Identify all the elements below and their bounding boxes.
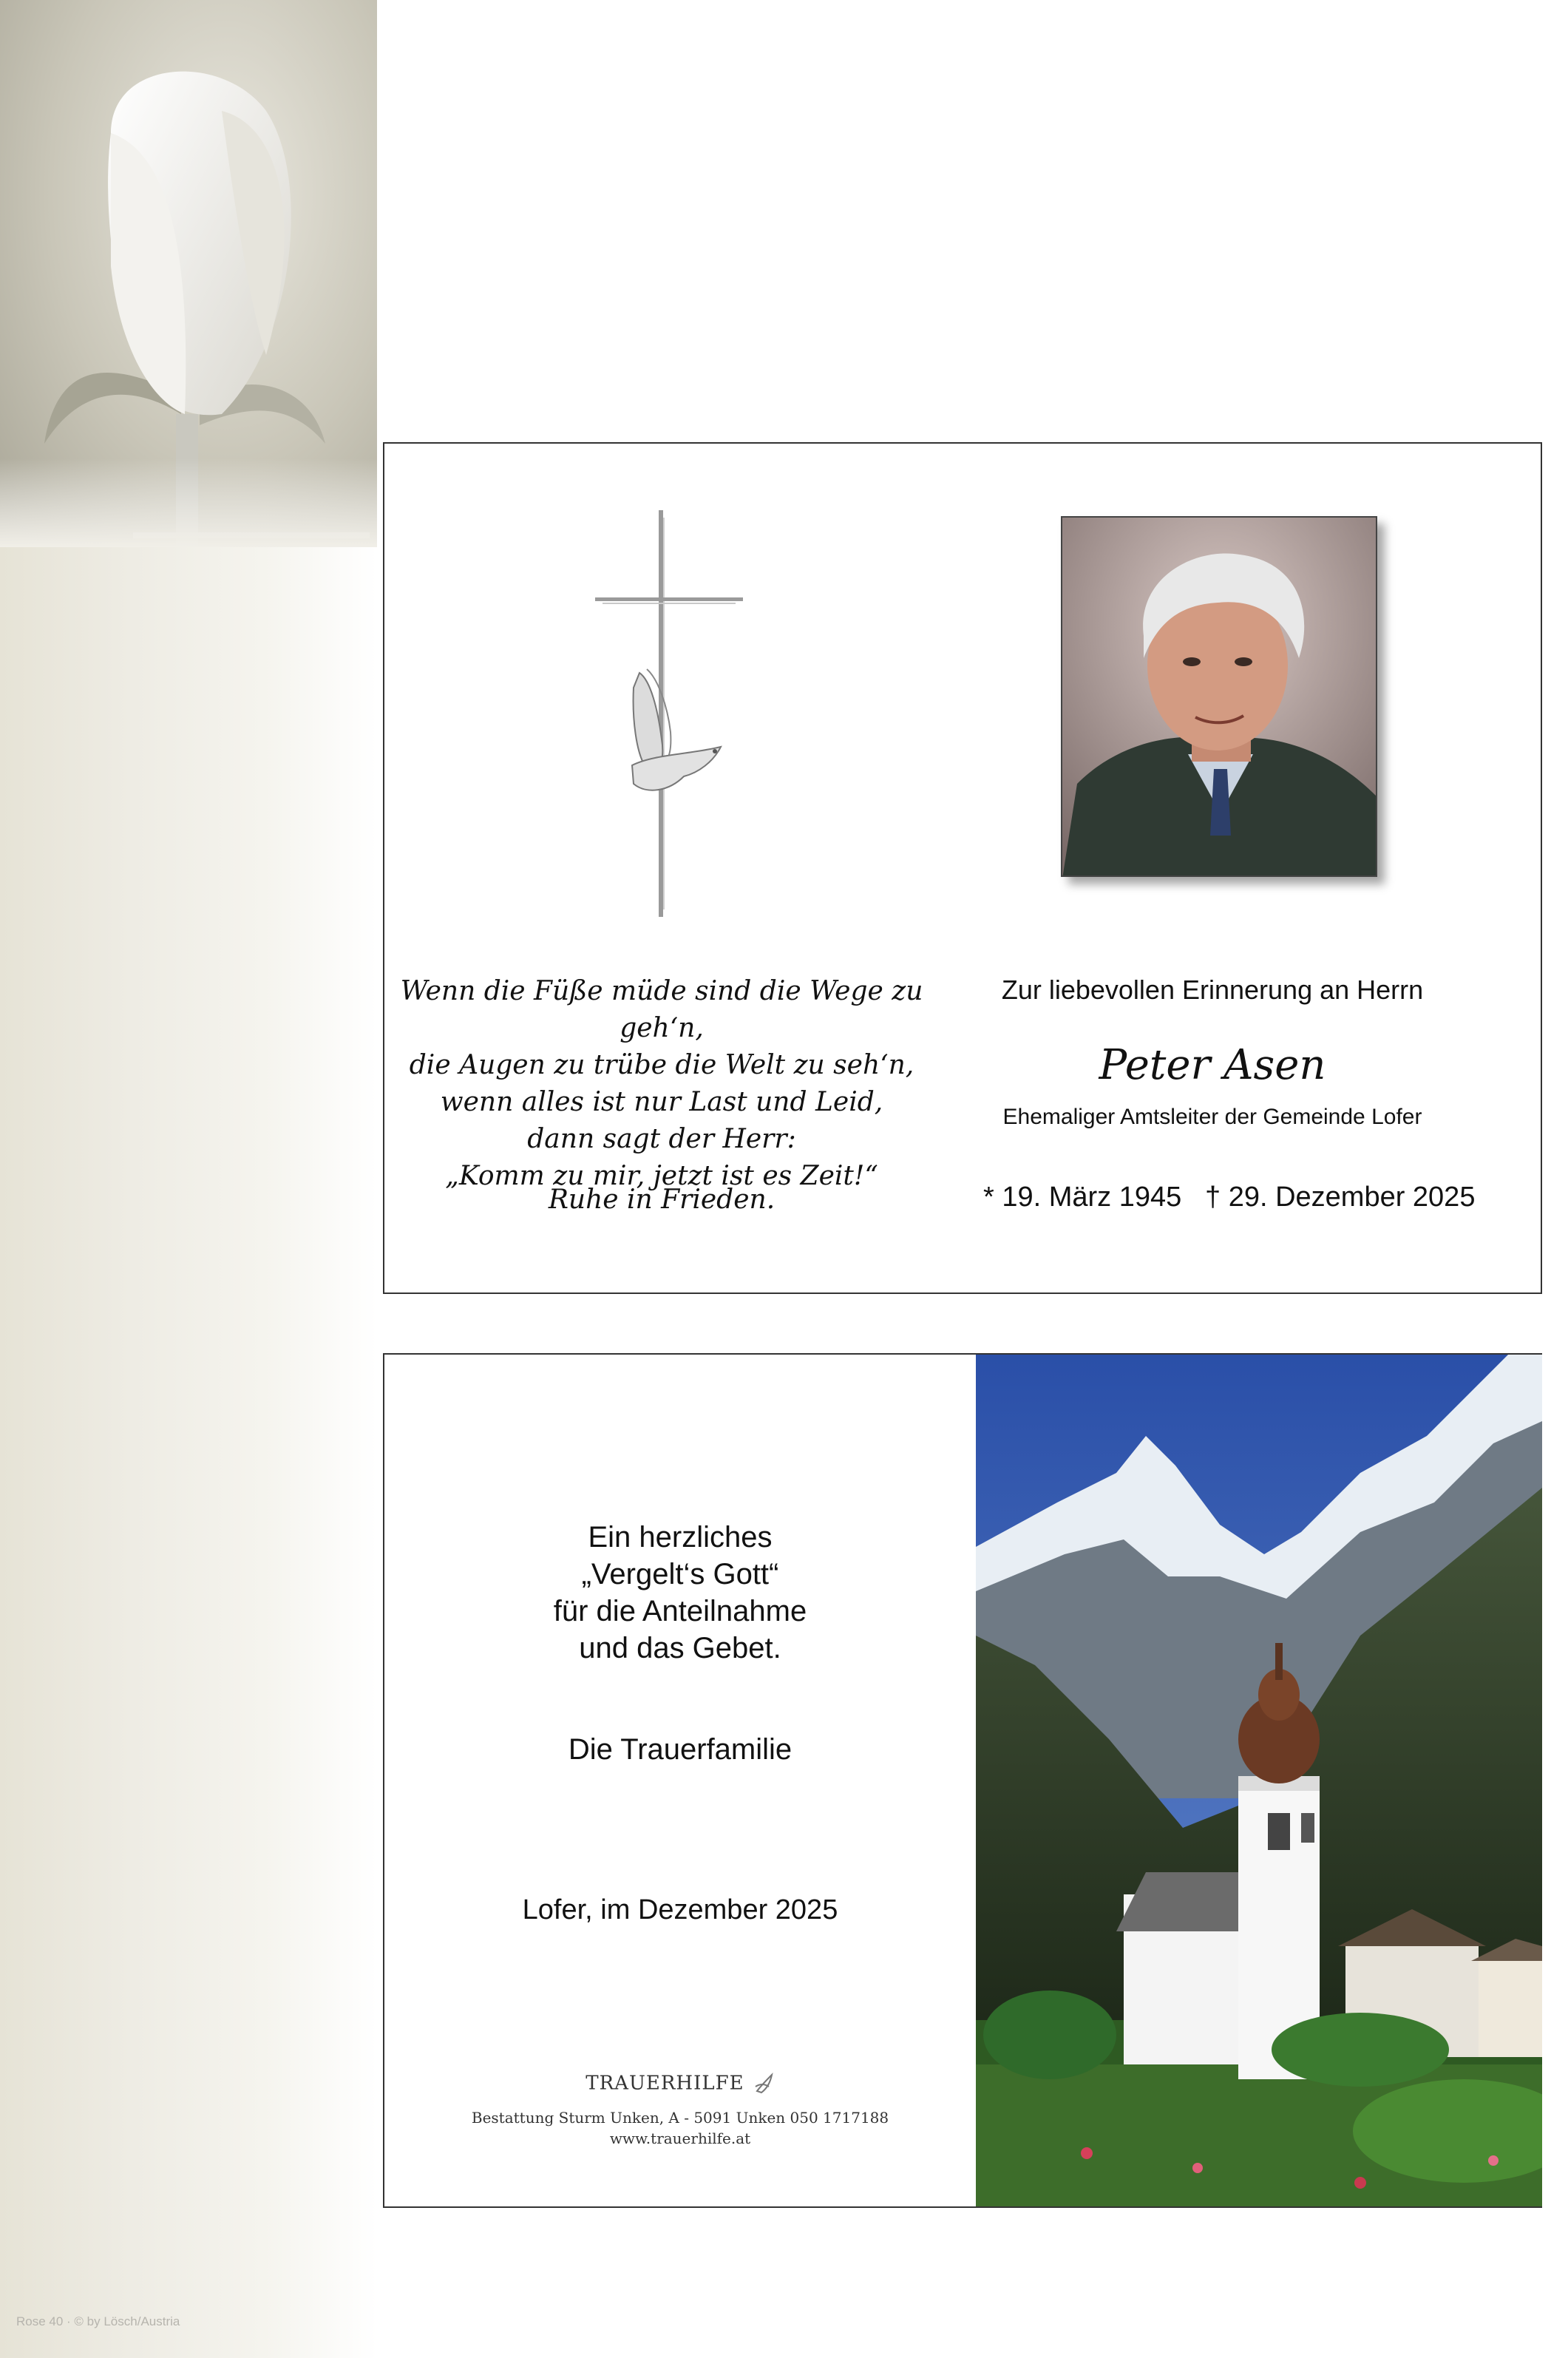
poem-line: die Augen zu trübe die Welt zu seh‘n, [409,1050,914,1080]
thanks-line: und das Gebet. [579,1632,781,1664]
death-date: † 29. Dezember 2025 [1205,1182,1476,1213]
undertaker-info [384,2072,976,2147]
poem-closing: Ruhe in Frieden. [548,1185,775,1215]
place-date: Lofer, im Dezember 2025 [522,1894,838,1925]
image-credit: Rose 40 · © by Lösch/Austria [16,2314,180,2328]
rose-image [0,0,377,547]
poem-line: wenn alles ist nur Last und Leid, [440,1087,883,1117]
thanks-line: „Vergelt‘s Gott“ [581,1558,779,1590]
thanks-line: Ein herzliches [588,1521,773,1554]
undertaker-website: www.trauerhilfe.at [609,2130,751,2147]
deceased-name: Peter Asen [1099,1041,1326,1089]
cross-icon [588,510,743,924]
poem-line: Wenn die Füße müde sind die Wege zu geh‘n, [400,976,923,1043]
portrait-photo [1061,516,1377,877]
dove-icon [754,2072,775,2100]
birth-date: * 19. März 1945 [983,1182,1182,1213]
poem [384,973,939,1195]
thanks-line: für die Anteilnahme [553,1595,807,1627]
family-signature: Die Trauerfamilie [568,1733,793,1766]
poem-line: dann sagt der Herr: [527,1124,796,1154]
thanks-text [384,1519,976,1667]
poem-line: „Komm zu mir, jetzt ist es Zeit!“ [445,1161,878,1191]
deceased-title: Ehemaliger Amtsleiter der Gemeinde Lofer [1002,1105,1422,1129]
decorative-side-strip [0,0,377,2358]
memorial-card [383,442,1542,1294]
church-mountain-photo [976,1355,1542,2206]
thank-you-card [383,1353,1542,2208]
undertaker-logo-name: TRAUERHILFE [586,2072,744,2095]
memorial-intro: Zur liebevollen Erinnerung an Herrn [1001,975,1424,1005]
undertaker-address: Bestattung Sturm Unken, A - 5091 Unken 050 1717188 [471,2109,889,2127]
